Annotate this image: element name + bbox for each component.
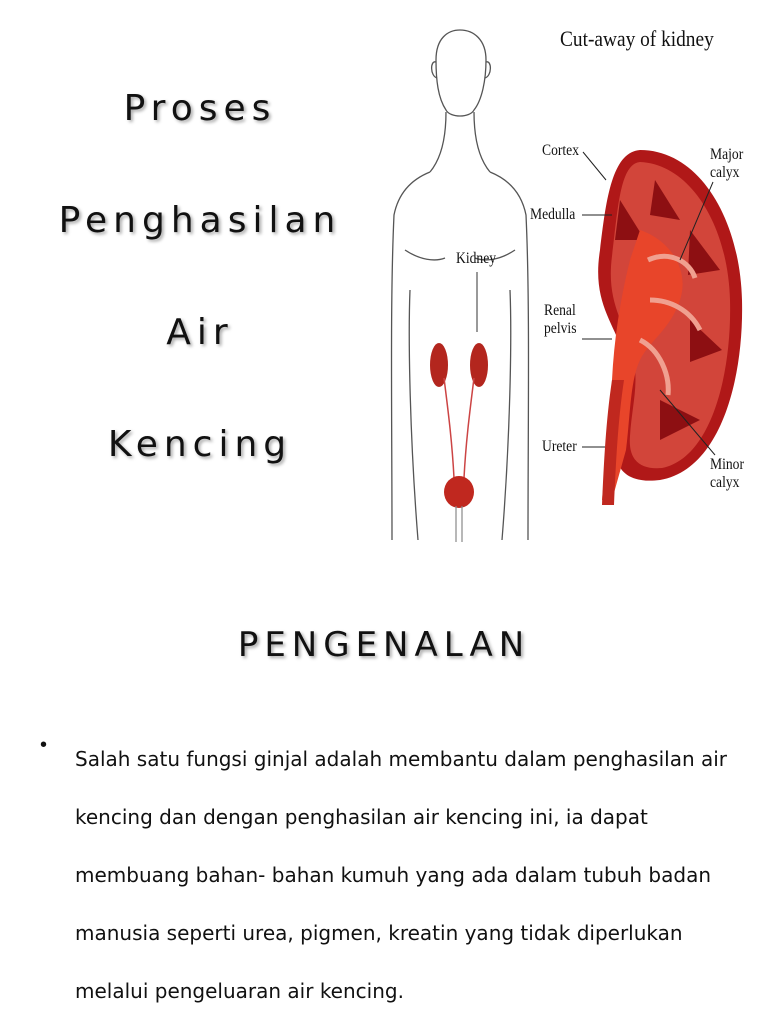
bullet-marker: •: [40, 734, 48, 756]
minor-calyx-label-line2: calyx: [710, 474, 740, 491]
major-calyx-label: [710, 146, 743, 182]
major-calyx-label-line2: calyx: [710, 164, 740, 181]
bullet-item: Salah satu fungsi ginjal adalah membantu dalam penghasilan air kencing dan dengan penghasilan air kencing ini, ia dapat membuang bahan- bahan kumuh yang ada dalam tubuh badan manusia seperti urea, pigmen, kreatin yang tidak diperlukan melalui pengeluaran air kencing.: [75, 747, 728, 1003]
renal-pelvis-label: [544, 302, 576, 338]
title-line-2: Penghasilan: [58, 200, 342, 241]
figure-title: Cut-away of kidney: [560, 26, 714, 51]
human-body-outline: [392, 30, 529, 540]
ureter-label: Ureter: [542, 438, 577, 455]
major-calyx-label-line1: Major: [710, 146, 744, 163]
renal-pelvis-label-line1: Renal: [544, 302, 576, 319]
body-urinary-system: [430, 272, 488, 542]
minor-calyx-label-line1: Minor: [710, 456, 744, 473]
title-line-1: Proses: [123, 88, 277, 129]
cortex-label: Cortex: [542, 142, 580, 159]
minor-calyx-label: [710, 456, 744, 492]
kidney-label: Kidney: [456, 250, 497, 267]
medulla-label: Medulla: [530, 206, 576, 223]
title-line-4: Kencing: [107, 424, 293, 465]
renal-pelvis-label-line2: pelvis: [544, 320, 577, 337]
section-heading: PENGENALAN: [237, 625, 531, 665]
kidney-cutaway: [598, 150, 742, 505]
title-line-3: Air: [166, 312, 234, 353]
